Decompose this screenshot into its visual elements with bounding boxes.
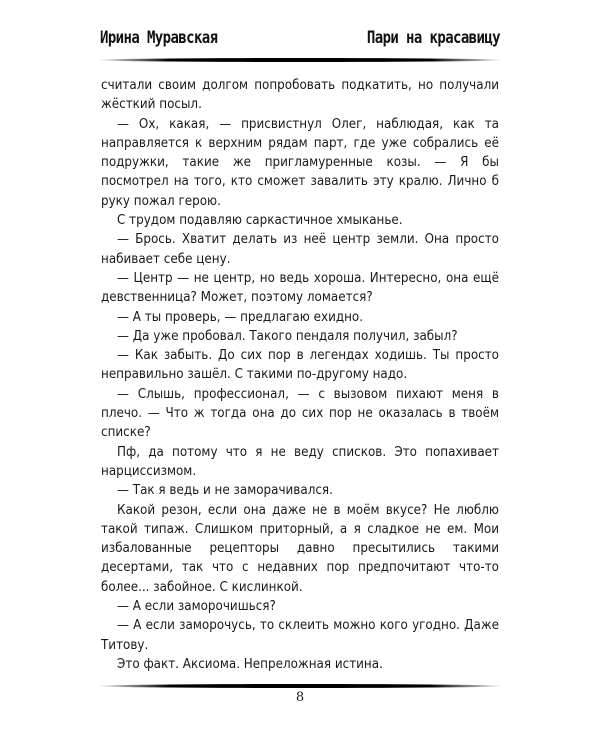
paragraph: — Слышь, профессионал, — с вызовом пихают меня в плечо. — Что ж тогда она до сих пор не оказалась в твоём списке? [101, 386, 499, 441]
paragraph: считали своим долгом попробовать подкатить, но получали жёсткий посыл. [101, 78, 499, 113]
paragraph: — А если заморочусь, то склеить можно кого угодно. Даже Титову. [101, 618, 499, 653]
paragraph: — Центр — не центр, но ведь хороша. Интересно, она ещё девственница? Может, поэтому ломается? [101, 270, 499, 306]
paragraph: С трудом подавляю саркастичное хмыканье. [117, 213, 403, 229]
header-divider [96, 58, 504, 62]
paragraph: — Так я ведь и не заморачивался. [117, 483, 333, 499]
paragraph: Пф, да потому что я не веду списков. Это попахивает нарциссизмом. [101, 444, 499, 479]
paragraph: Какой резон, если она даже не в моём вкусе? Не люблю такой типаж. Слишком приторный, а я сладкое не ем. Мои избалованные рецепторы давно пресытились такими десертами, так что с недавних пор предпочитают что-то более... забойное. С кислинкой. [101, 502, 499, 595]
paragraph: — Брось. Хватит делать из неё центр земли. Она просто набивает себе цену. [101, 232, 499, 267]
page-body [101, 76, 499, 674]
running-header [100, 26, 500, 54]
paragraph: — Как забыть. До сих пор в легендах ходишь. Ты просто неправильно зашёл. С такими по-другому надо. [101, 348, 499, 383]
paragraph: — А если заморочишься? [117, 599, 276, 615]
paragraph: — А ты проверь, — предлагаю ехидно. [117, 309, 364, 325]
page-number: 8 [295, 690, 305, 705]
header-author: Ирина Муравская [100, 29, 218, 48]
paragraph: — Ох, какая, — присвистнул Олег, наблюдая, как та направляется к верхним рядам парт, где уже собрались её подружки, такие же пригламуренные козы. — Я бы посмотрел на того, кто сможет завалить эту кралю. Лично б руку пожал герою. [101, 116, 499, 209]
footer-divider [96, 684, 504, 688]
paragraph: Это факт. Аксиома. Непреложная истина. [117, 656, 383, 672]
paragraph: — Да уже пробовал. Такого пендаля получил, забыл? [117, 328, 458, 344]
header-book-title: Пари на красавицу [366, 29, 500, 48]
